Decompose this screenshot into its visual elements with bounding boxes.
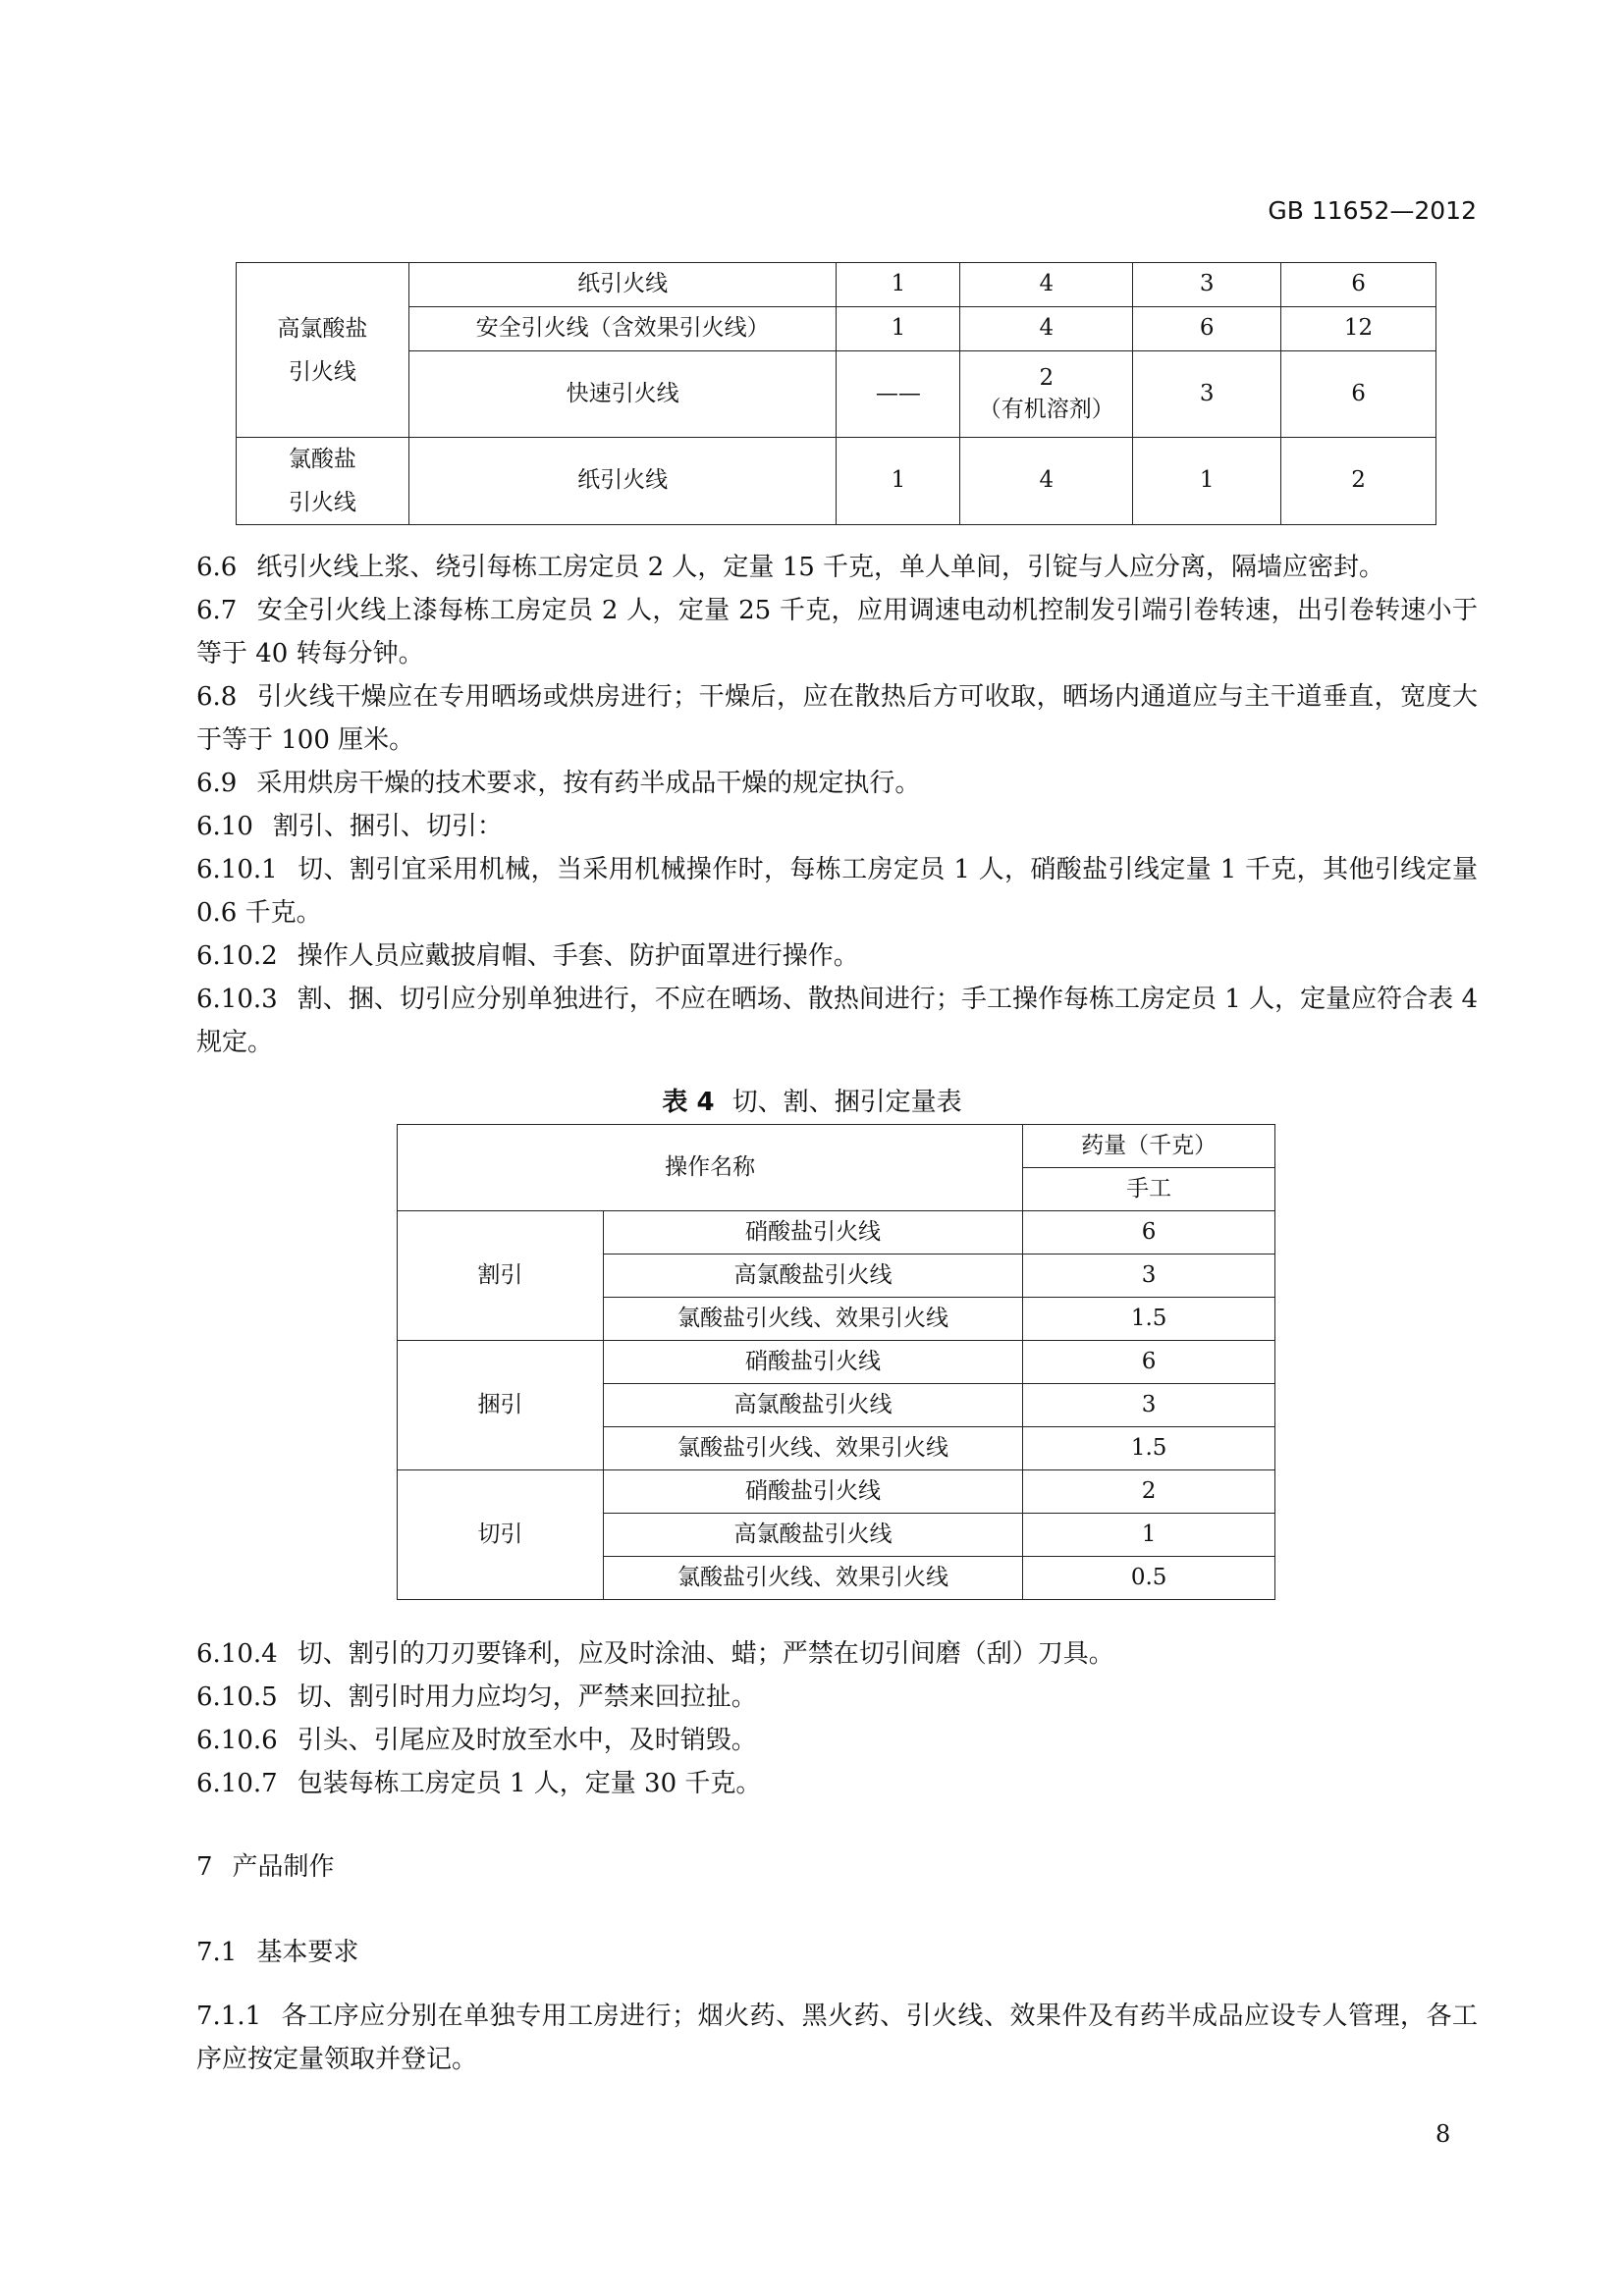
fuse-type: 硝酸盐引火线 bbox=[603, 1470, 1023, 1514]
table-row bbox=[237, 307, 1436, 351]
clause-number: 6.7 bbox=[196, 596, 238, 625]
quota-value: 6 bbox=[1023, 1341, 1275, 1384]
clause-text: 包装每栋工房定员 1 人，定量 30 千克。 bbox=[297, 1769, 762, 1798]
quota-value: 2 bbox=[1281, 438, 1436, 525]
fuse-type: 氯酸盐引火线、效果引火线 bbox=[603, 1557, 1023, 1600]
clause bbox=[196, 848, 1478, 934]
clause-number: 6.10.5 bbox=[196, 1682, 278, 1712]
quota-value: 1 bbox=[837, 307, 960, 351]
quota-value: 6 bbox=[1023, 1211, 1275, 1255]
clause-text: 割引、捆引、切引： bbox=[272, 812, 503, 841]
fuse-type: 纸引火线 bbox=[408, 438, 837, 525]
clause-text: 切、割引宜采用机械，当采用机械操作时，每栋工房定员 1 人，硝酸盐引线定量 1 千克，其他引线定量 0.6 千克。 bbox=[196, 855, 1478, 928]
quota-value: 3 bbox=[1133, 263, 1281, 307]
paragraphs-6 bbox=[196, 546, 1478, 1064]
quota-value: 12 bbox=[1281, 307, 1436, 351]
quota-value: 4 bbox=[960, 263, 1133, 307]
quota-value: 1 bbox=[837, 438, 960, 525]
quota-value: 2 （有机溶剂） bbox=[960, 351, 1133, 438]
clause bbox=[196, 805, 1478, 848]
clause-number: 6.10 bbox=[196, 812, 253, 841]
section-7-heading: 7 产品制作 bbox=[196, 1852, 335, 1882]
fuse-type: 氯酸盐引火线、效果引火线 bbox=[603, 1298, 1023, 1341]
quota-value: 4 bbox=[960, 438, 1133, 525]
clause-text: 切、割引的刀刃要锋利，应及时涂油、蜡；严禁在切引间磨（刮）刀具。 bbox=[297, 1639, 1114, 1669]
head-operation: 操作名称 bbox=[398, 1125, 1023, 1211]
quota-value: 1 bbox=[1133, 438, 1281, 525]
clause-text: 切、割引时用力应均匀，严禁来回拉扯。 bbox=[297, 1682, 757, 1712]
clause-number: 6.10.3 bbox=[196, 985, 278, 1014]
clause bbox=[196, 978, 1478, 1064]
table-row bbox=[398, 1341, 1275, 1384]
quota-value: 1 bbox=[837, 263, 960, 307]
group-name: 高氯酸盐 引火线 bbox=[237, 263, 409, 438]
operation-name: 割引 bbox=[398, 1211, 604, 1341]
page-number: 8 bbox=[1435, 2120, 1451, 2148]
fuse-quota-table-continued bbox=[236, 262, 1436, 525]
quota-value: 1.5 bbox=[1023, 1427, 1275, 1470]
clause-text: 割、捆、切引应分别单独进行，不应在晒场、散热间进行；手工操作每栋工房定员 1 人，定量应符合表 4 规定。 bbox=[196, 985, 1478, 1057]
quota-value: 4 bbox=[960, 307, 1133, 351]
operation-name: 捆引 bbox=[398, 1341, 604, 1470]
paragraph-7-1-1: 7.1.1 各工序应分别在单独专用工房进行；烟火药、黑火药、引火线、效果件及有药半成品应设专人管理，各工序应按定量领取并登记。 bbox=[196, 2002, 1478, 2074]
clause bbox=[196, 1719, 1478, 1762]
clause-text: 纸引火线上浆、绕引每栋工房定员 2 人，定量 15 千克，单人单间，引锭与人应分离，隔墙应密封。 bbox=[256, 553, 1385, 582]
quota-value: —— bbox=[837, 351, 960, 438]
quota-value: 2 bbox=[1023, 1470, 1275, 1514]
quota-value: 6 bbox=[1133, 307, 1281, 351]
clause bbox=[196, 934, 1478, 978]
fuse-type: 高氯酸盐引火线 bbox=[603, 1255, 1023, 1298]
quota-value: 1.5 bbox=[1023, 1298, 1275, 1341]
table4-cutting-quota bbox=[397, 1124, 1275, 1600]
table-row bbox=[237, 438, 1436, 525]
table-row bbox=[237, 351, 1436, 438]
clause-text: 安全引火线上漆每栋工房定员 2 人，定量 25 千克，应用调速电动机控制发引端引卷转速，出引卷转速小于等于 40 转每分钟。 bbox=[196, 596, 1478, 668]
head-manual: 手工 bbox=[1023, 1168, 1275, 1211]
quota-value: 3 bbox=[1023, 1255, 1275, 1298]
quota-value: 3 bbox=[1133, 351, 1281, 438]
operation-name: 切引 bbox=[398, 1470, 604, 1600]
clause-number: 6.10.2 bbox=[196, 941, 278, 971]
fuse-type: 氯酸盐引火线、效果引火线 bbox=[603, 1427, 1023, 1470]
paragraphs-6-10 bbox=[196, 1632, 1478, 1805]
fuse-type: 硝酸盐引火线 bbox=[603, 1211, 1023, 1255]
table4-caption: 表 4 切、割、捆引定量表 bbox=[662, 1088, 962, 1117]
clause-number: 6.10.4 bbox=[196, 1639, 278, 1669]
clause-number: 6.9 bbox=[196, 769, 238, 798]
document-header: GB 11652—2012 bbox=[1268, 196, 1477, 225]
clause bbox=[196, 1632, 1478, 1676]
quota-value: 6 bbox=[1281, 351, 1436, 438]
fuse-type: 纸引火线 bbox=[408, 263, 837, 307]
fuse-type: 安全引火线（含效果引火线） bbox=[408, 307, 837, 351]
clause-number: 6.10.1 bbox=[196, 855, 278, 884]
clause-text: 采用烘房干燥的技术要求，按有药半成品干燥的规定执行。 bbox=[256, 769, 921, 798]
clause bbox=[196, 675, 1478, 762]
table-row bbox=[398, 1211, 1275, 1255]
fuse-type: 硝酸盐引火线 bbox=[603, 1341, 1023, 1384]
section-7-1-heading: 7.1 基本要求 bbox=[196, 1938, 359, 1967]
clause-number: 6.8 bbox=[196, 682, 238, 712]
quota-value: 6 bbox=[1281, 263, 1436, 307]
clause-text: 引头、引尾应及时放至水中，及时销毁。 bbox=[297, 1726, 757, 1755]
clause bbox=[196, 1676, 1478, 1719]
clause bbox=[196, 762, 1478, 805]
table-row bbox=[237, 263, 1436, 307]
clause bbox=[196, 589, 1478, 675]
clause bbox=[196, 1762, 1478, 1805]
clause-text: 操作人员应戴披肩帽、手套、防护面罩进行操作。 bbox=[297, 941, 859, 971]
group-name: 氯酸盐 引火线 bbox=[237, 438, 409, 525]
quota-value: 3 bbox=[1023, 1384, 1275, 1427]
fuse-type: 高氯酸盐引火线 bbox=[603, 1514, 1023, 1557]
fuse-type: 快速引火线 bbox=[408, 351, 837, 438]
clause-text: 引火线干燥应在专用晒场或烘房进行；干燥后，应在散热后方可收取，晒场内通道应与主干道垂直，宽度大于等于 100 厘米。 bbox=[196, 682, 1478, 755]
head-quantity: 药量（千克） bbox=[1023, 1125, 1275, 1168]
clause-number: 6.6 bbox=[196, 553, 238, 582]
clause bbox=[196, 546, 1478, 589]
fuse-type: 高氯酸盐引火线 bbox=[603, 1384, 1023, 1427]
quota-value: 1 bbox=[1023, 1514, 1275, 1557]
quota-value: 0.5 bbox=[1023, 1557, 1275, 1600]
table-row bbox=[398, 1470, 1275, 1514]
clause-number: 6.10.6 bbox=[196, 1726, 278, 1755]
clause-number: 6.10.7 bbox=[196, 1769, 278, 1798]
